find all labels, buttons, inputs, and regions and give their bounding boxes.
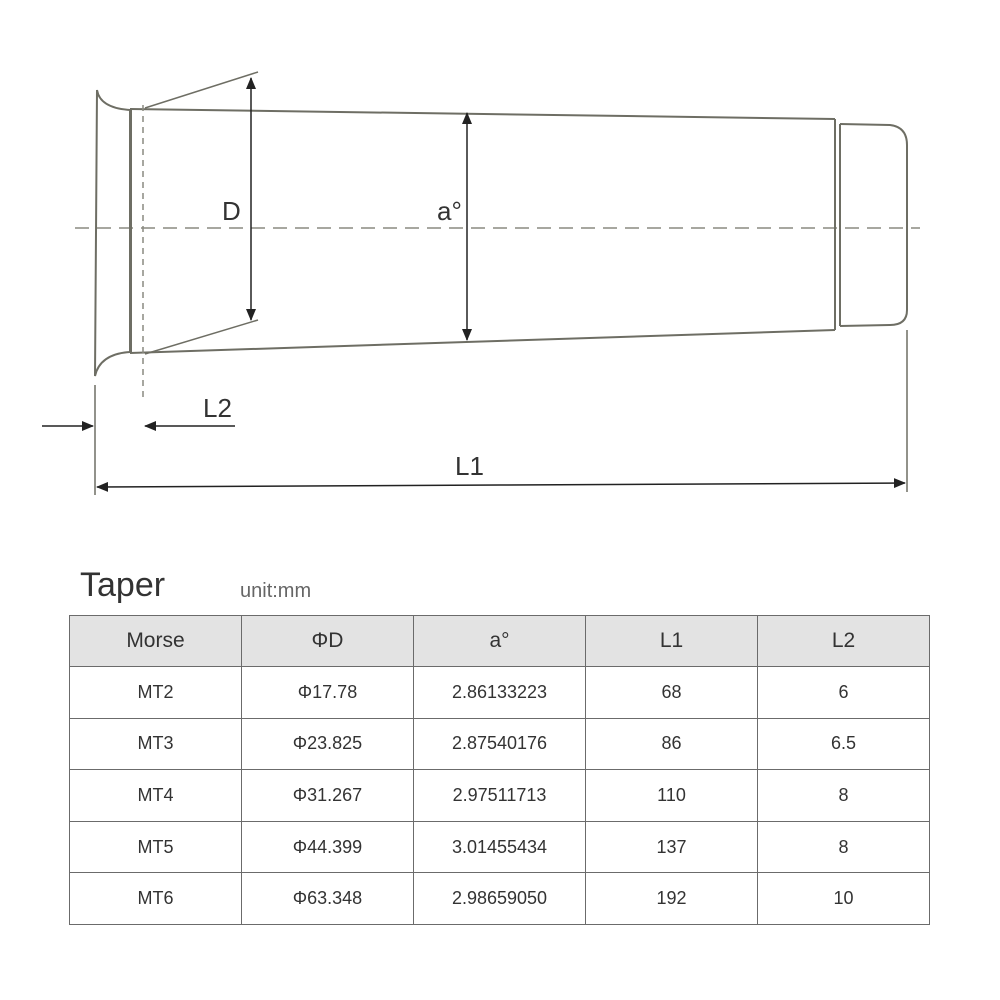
header-angle: a° xyxy=(414,616,586,667)
cell-l1: 86 xyxy=(586,718,758,770)
header-l1: L1 xyxy=(586,616,758,667)
cell-angle: 2.98659050 xyxy=(414,873,586,925)
cell-l2: 8 xyxy=(758,821,930,873)
cell-morse: MT3 xyxy=(70,718,242,770)
header-diameter: ΦD xyxy=(242,616,414,667)
left-end-face xyxy=(95,90,130,376)
table-unit: unit:mm xyxy=(240,580,312,602)
label-d: D xyxy=(222,196,241,226)
tang-end xyxy=(840,124,907,326)
l1-arrow-right xyxy=(500,483,905,485)
d-extension-top xyxy=(145,72,258,108)
cell-l2: 6.5 xyxy=(758,718,930,770)
label-l2: L2 xyxy=(203,393,232,423)
label-l1: L1 xyxy=(455,451,484,481)
taper-bottom-edge xyxy=(130,330,835,353)
table-title: Taper xyxy=(80,566,166,604)
cell-diameter: Φ44.399 xyxy=(242,821,414,873)
cell-angle: 3.01455434 xyxy=(414,821,586,873)
cell-diameter: Φ23.825 xyxy=(242,718,414,770)
cell-diameter: Φ31.267 xyxy=(242,770,414,822)
cell-angle: 2.87540176 xyxy=(414,718,586,770)
label-a: a° xyxy=(437,196,462,226)
taper-top-edge xyxy=(130,109,835,119)
cell-l2: 6 xyxy=(758,667,930,719)
cell-l2: 10 xyxy=(758,873,930,925)
table-row xyxy=(70,667,930,719)
header-l2: L2 xyxy=(758,616,930,667)
cell-angle: 2.97511713 xyxy=(414,770,586,822)
taper-spec-table xyxy=(69,615,930,925)
cell-morse: MT6 xyxy=(70,873,242,925)
table-row xyxy=(70,718,930,770)
cell-l2: 8 xyxy=(758,770,930,822)
cell-l1: 68 xyxy=(586,667,758,719)
cell-morse: MT4 xyxy=(70,770,242,822)
table-row xyxy=(70,770,930,822)
cell-angle: 2.86133223 xyxy=(414,667,586,719)
cell-diameter: Φ17.78 xyxy=(242,667,414,719)
cell-diameter: Φ63.348 xyxy=(242,873,414,925)
table-row xyxy=(70,821,930,873)
cell-l1: 137 xyxy=(586,821,758,873)
cell-l1: 110 xyxy=(586,770,758,822)
table-header-row xyxy=(70,616,930,667)
cell-morse: MT2 xyxy=(70,667,242,719)
l1-arrow-left xyxy=(97,485,500,487)
table-row xyxy=(70,873,930,925)
header-morse: Morse xyxy=(70,616,242,667)
cell-l1: 192 xyxy=(586,873,758,925)
cell-morse: MT5 xyxy=(70,821,242,873)
